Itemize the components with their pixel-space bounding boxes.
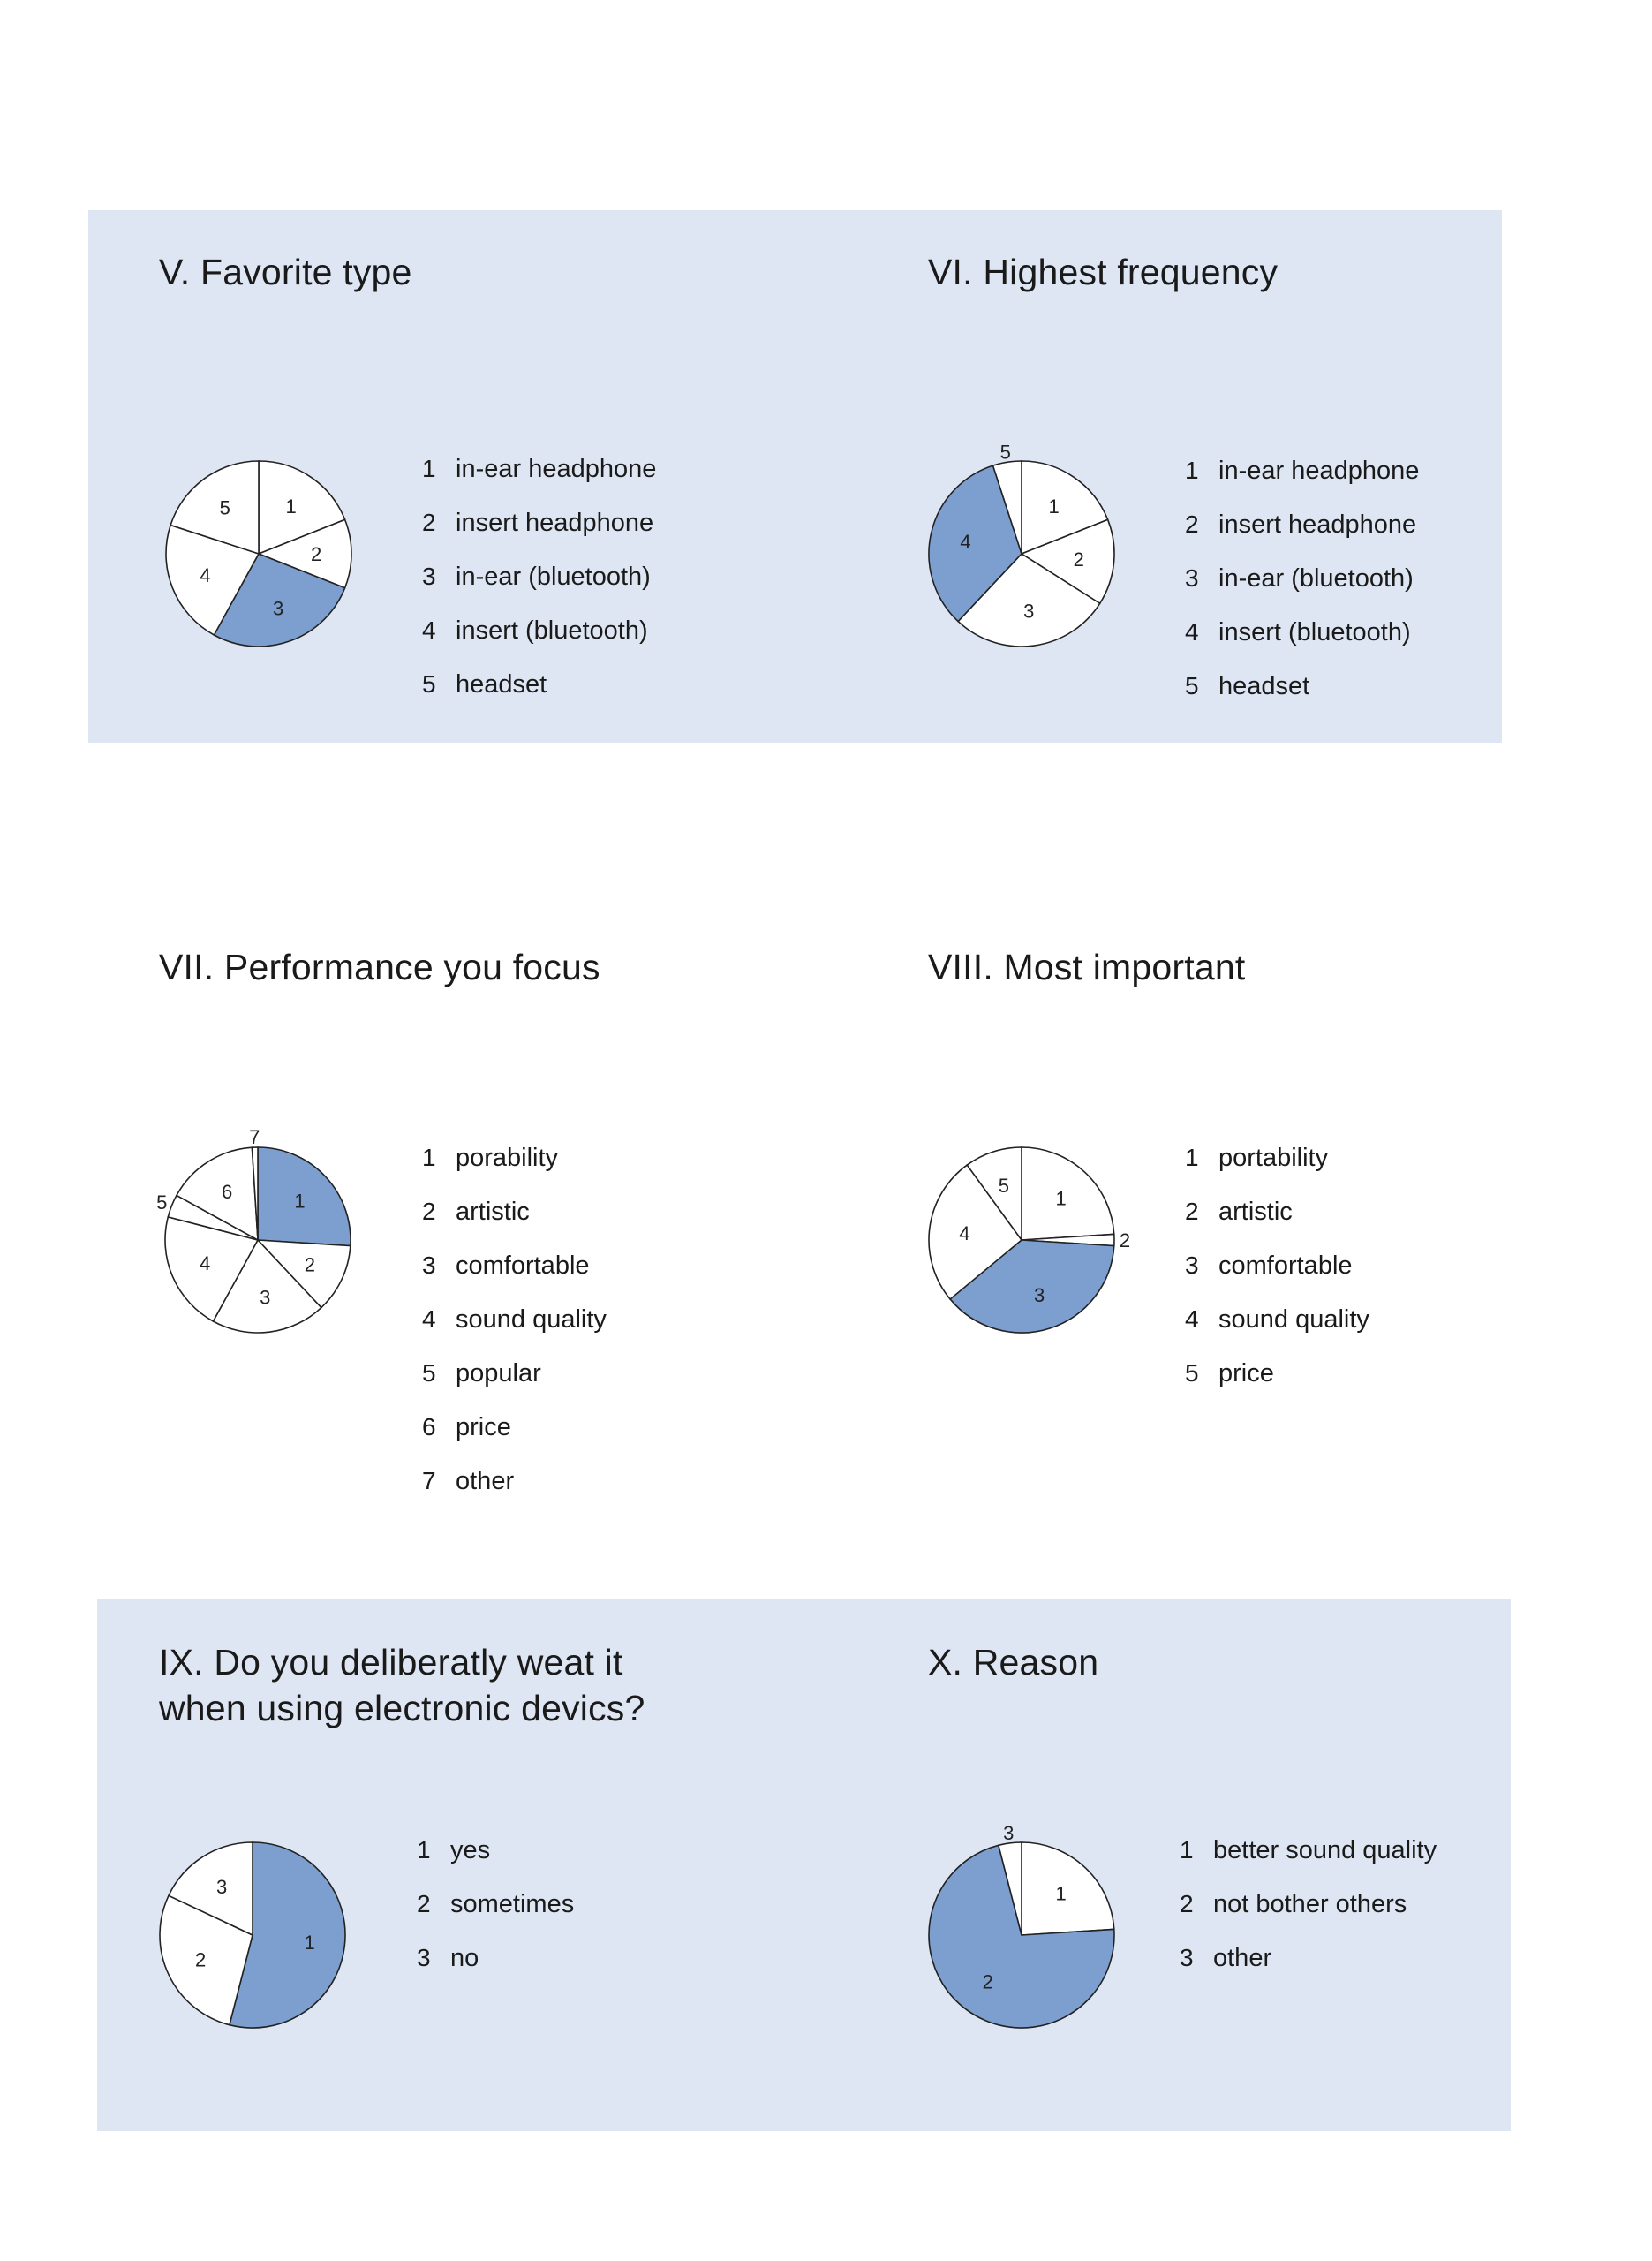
legend-label: porability [456, 1144, 559, 1172]
legend-number: 1 [1180, 1836, 1194, 1864]
pie-slice-label: 1 [304, 1932, 315, 1955]
legend-number: 3 [1185, 1251, 1199, 1279]
legend-number: 4 [1185, 1305, 1199, 1333]
legend-number: 5 [1185, 1359, 1199, 1387]
legend-deliberately-wear [417, 1834, 574, 1996]
pie-slice-1 [1022, 1842, 1114, 1935]
legend-number: 1 [422, 455, 436, 482]
legend-label: in-ear headphone [456, 455, 657, 483]
panel-most-important [928, 944, 1652, 990]
legend-label: popular [456, 1359, 541, 1388]
legend-label: portability [1218, 1144, 1329, 1172]
pie-chart-most-important [924, 1143, 1145, 1346]
legend-performance-focus [422, 1142, 607, 1519]
legend-number: 3 [422, 563, 436, 590]
chart-title: IX. Do you deliberatly weat it when using electronic devics? [159, 1642, 645, 1728]
legend-most-important [1185, 1142, 1369, 1411]
chart-title: X. Reason [928, 1642, 1099, 1683]
legend-label: insert headphone [456, 509, 654, 537]
pie-slice-label: 2 [1119, 1229, 1131, 1251]
legend-item [1180, 1942, 1437, 1996]
legend-label: in-ear (bluetooth) [1218, 564, 1414, 593]
legend-label: artistic [456, 1198, 530, 1226]
legend-label: sound quality [1218, 1305, 1369, 1334]
legend-item [1185, 670, 1419, 724]
legend-number: 1 [1185, 457, 1199, 484]
legend-number: 2 [417, 1890, 431, 1917]
legend-number: 5 [1185, 672, 1199, 699]
legend-label: yes [450, 1836, 491, 1864]
legend-number: 1 [422, 1144, 436, 1171]
legend-number: 2 [422, 509, 436, 536]
legend-item [1185, 1357, 1369, 1411]
legend-item [422, 1196, 607, 1250]
legend-number: 7 [422, 1467, 436, 1494]
panel-favorite-type [159, 249, 883, 295]
pie-slice-label: 5 [219, 496, 230, 519]
pie-slice-label: 2 [982, 1970, 993, 1993]
pie-slice-label: 1 [285, 495, 297, 518]
legend-item [422, 1304, 607, 1357]
legend-number: 2 [1180, 1890, 1194, 1917]
legend-item [1180, 1888, 1437, 1942]
pie-slice-label: 1 [1055, 1882, 1067, 1905]
legend-label: better sound quality [1213, 1836, 1437, 1864]
pie-slice-label: 3 [272, 597, 284, 620]
legend-label: in-ear (bluetooth) [456, 563, 651, 591]
legend-item [422, 1142, 607, 1196]
pie-chart-reason [924, 1821, 1136, 2041]
chart-title: VII. Performance you focus [159, 947, 600, 987]
legend-item [417, 1834, 574, 1888]
legend-label: headset [456, 670, 547, 699]
legend-number: 6 [422, 1413, 436, 1441]
chart-title: V. Favorite type [159, 252, 412, 292]
legend-label: other [1213, 1944, 1272, 1972]
legend-item [1185, 1196, 1369, 1250]
legend-number: 3 [417, 1944, 431, 1971]
legend-label: other [456, 1467, 515, 1495]
legend-item [417, 1942, 574, 1996]
legend-item [1185, 1250, 1369, 1304]
pie-slice-label: 5 [998, 1175, 1010, 1198]
legend-item [422, 615, 656, 669]
legend-label: not bother others [1213, 1890, 1407, 1918]
pie-slice-1 [1022, 1147, 1114, 1240]
legend-item [422, 1411, 607, 1465]
pie-slice-label: 5 [156, 1191, 168, 1214]
legend-item [422, 507, 656, 561]
legend-label: artistic [1218, 1198, 1293, 1226]
legend-number: 2 [1185, 1198, 1199, 1225]
legend-item [1185, 1304, 1369, 1357]
pie-slice-label: 5 [999, 441, 1011, 464]
pie-slice-label: 1 [1048, 495, 1060, 518]
legend-item [417, 1888, 574, 1942]
legend-highest-frequency [1185, 455, 1419, 724]
legend-number: 3 [422, 1251, 436, 1279]
legend-item [1185, 616, 1419, 670]
legend-item [422, 561, 656, 615]
pie-slice-label: 4 [200, 1251, 211, 1274]
pie-slice-label: 2 [194, 1948, 207, 1971]
legend-label: insert (bluetooth) [456, 616, 648, 645]
pie-chart-favorite-type [162, 457, 373, 660]
pie-chart-performance-focus [156, 1126, 373, 1350]
legend-label: sound quality [456, 1305, 607, 1334]
legend-label: insert (bluetooth) [1218, 618, 1411, 647]
pie-slice-label: 4 [200, 564, 211, 586]
pie-slice-label: 4 [960, 530, 971, 553]
legend-label: in-ear headphone [1218, 457, 1420, 485]
legend-label: sometimes [450, 1890, 575, 1918]
pie-slice-label: 3 [1023, 600, 1035, 623]
legend-number: 1 [1185, 1144, 1199, 1171]
legend-item [1185, 455, 1419, 509]
legend-favorite-type [422, 453, 656, 722]
pie-slice-label: 1 [1055, 1187, 1067, 1210]
legend-item [1185, 509, 1419, 563]
pie-slice-label: 3 [260, 1286, 271, 1309]
pie-slice-label: 3 [1033, 1283, 1045, 1306]
legend-label: headset [1218, 672, 1310, 700]
pie-chart-deliberately-wear [155, 1838, 367, 2041]
legend-number: 5 [422, 1359, 436, 1387]
legend-number: 3 [1180, 1944, 1194, 1971]
legend-number: 2 [422, 1198, 436, 1225]
legend-number: 5 [422, 670, 436, 698]
legend-item [1180, 1834, 1437, 1888]
legend-label: insert headphone [1218, 510, 1417, 539]
panel-reason [928, 1639, 1652, 1685]
pie-slice-label: 2 [310, 543, 322, 565]
legend-number: 4 [422, 616, 436, 644]
legend-item [422, 1357, 607, 1411]
pie-slice-label: 3 [1003, 1821, 1015, 1844]
pie-slice-label: 1 [294, 1190, 306, 1213]
panel-highest-frequency [928, 249, 1652, 295]
pie-slice-label: 3 [215, 1876, 228, 1898]
legend-reason [1180, 1834, 1437, 1996]
pie-slice-label: 2 [304, 1253, 316, 1276]
chart-title: VIII. Most important [928, 947, 1246, 987]
legend-label: price [1218, 1359, 1274, 1388]
legend-number: 3 [1185, 564, 1199, 592]
legend-item [422, 669, 656, 722]
pie-slice-label: 7 [249, 1126, 260, 1149]
legend-item [1185, 563, 1419, 616]
pie-slice-label: 6 [221, 1181, 233, 1203]
legend-label: no [450, 1944, 479, 1972]
legend-item [422, 1465, 607, 1519]
legend-label: comfortable [456, 1251, 590, 1280]
legend-item [1185, 1142, 1369, 1196]
legend-label: comfortable [1218, 1251, 1353, 1280]
legend-number: 1 [417, 1836, 431, 1864]
pie-slice-label: 4 [959, 1221, 970, 1244]
legend-label: price [456, 1413, 511, 1441]
panel-performance-focus [159, 944, 883, 990]
legend-item [422, 1250, 607, 1304]
legend-item [422, 453, 656, 507]
panel-deliberately-wear [159, 1639, 883, 1731]
pie-chart-highest-frequency [924, 441, 1136, 660]
chart-title: VI. Highest frequency [928, 252, 1279, 292]
legend-number: 4 [1185, 618, 1199, 646]
legend-number: 2 [1185, 510, 1199, 538]
pie-slice-label: 2 [1073, 548, 1084, 571]
legend-number: 4 [422, 1305, 436, 1333]
